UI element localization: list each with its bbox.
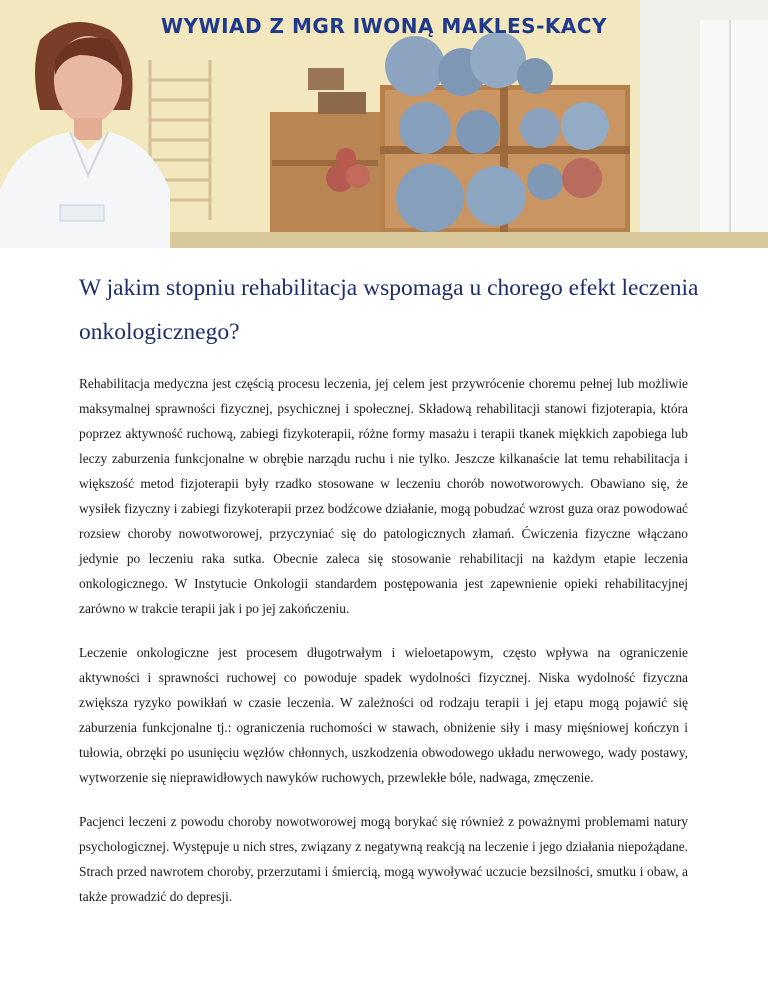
paragraph-1: Rehabilitacja medyczna jest częścią procesu leczenia, jej celem jest przywrócenie choremu pełnej lub możliwie maksymalnej sprawności fizycznej, psychicznej i społecznej. Składową rehabilitacji stanowi fizjoterapia, która poprzez aktywność ruchową, zabiegi fizykoterapii, różne formy masażu i terapii tkanek miękkich zapobiega lub leczy zaburzenia funkcjonalne w obrębie narządu ruchu i nie tylko. Jeszcze kilkanaście lat temu rehabilitacja i większość metod fizjoterapii były rzadko stosowane w leczeniu chorób nowotworowych. Obawiano się, że wysiłek fizyczny i zabiegi fizykoterapii przez bodźcowe działanie, mogą pobudzać wzrost guza oraz powodować rozsiew choroby nowotworowej, przyczyniać się do patologicznych złamań. Ćwiczenia fizyczne włączano jedynie po leczeniu raka sutka. Obecnie zaleca się stosowanie rehabilitacji na każdym etapie leczenia onkologicznego. W Instytucie Onkologii standardem postępowania jest zapewnienie opieki rehabilitacyjnej zarówno w trakcie terapii jak i po jej zakończeniu. xyxy=(79,376,688,616)
paragraph-2: Leczenie onkologiczne jest procesem długotrwałym i wieloetapowym, często wpływa na ograniczenie aktywności i sprawności ruchowej co powoduje spadek wydolności fizycznej. Niska wydolność fizyczna zwiększa ryzyko powikłań w czasie leczenia. W zależności od rodzaju terapii i jej etapu mogą pojawić się zaburzenia funkcjonalne tj.: ograniczenia ruchomości w stawach, obniżenie siły i masy mięśniowej kończyn i tułowia, obrzęki po usunięciu węzłów chłonnych, uszkodzenia obwodowego układu nerwowego, wady postawy, wytworzenie się nieprawidłowych nawyków ruchowych, przewlekłe bóle, nadwaga, zmęczenie. xyxy=(79,645,688,785)
article-question-heading: W jakim stopniu rehabilitacja wspomaga u chorego efekt leczenia onkologicznego? xyxy=(79,275,699,345)
header-banner xyxy=(0,0,768,248)
article-body xyxy=(79,371,688,928)
interview-title: WYWIAD Z MGR IWONĄ MAKLES-KACY xyxy=(160,14,608,38)
paragraph-3: Pacjenci leczeni z powodu choroby nowotworowej mogą borykać się również z poważnymi problemami natury psychologicznej. Występuje u nich stres, związany z negatywną reakcją na leczenie i jego działania niepożądane. Strach przed nawrotem choroby, przerzutami i śmiercią, mogą wywoływać uczucie bezsilności, smutku i obaw, a także prowadzić do depresji. xyxy=(79,814,688,904)
